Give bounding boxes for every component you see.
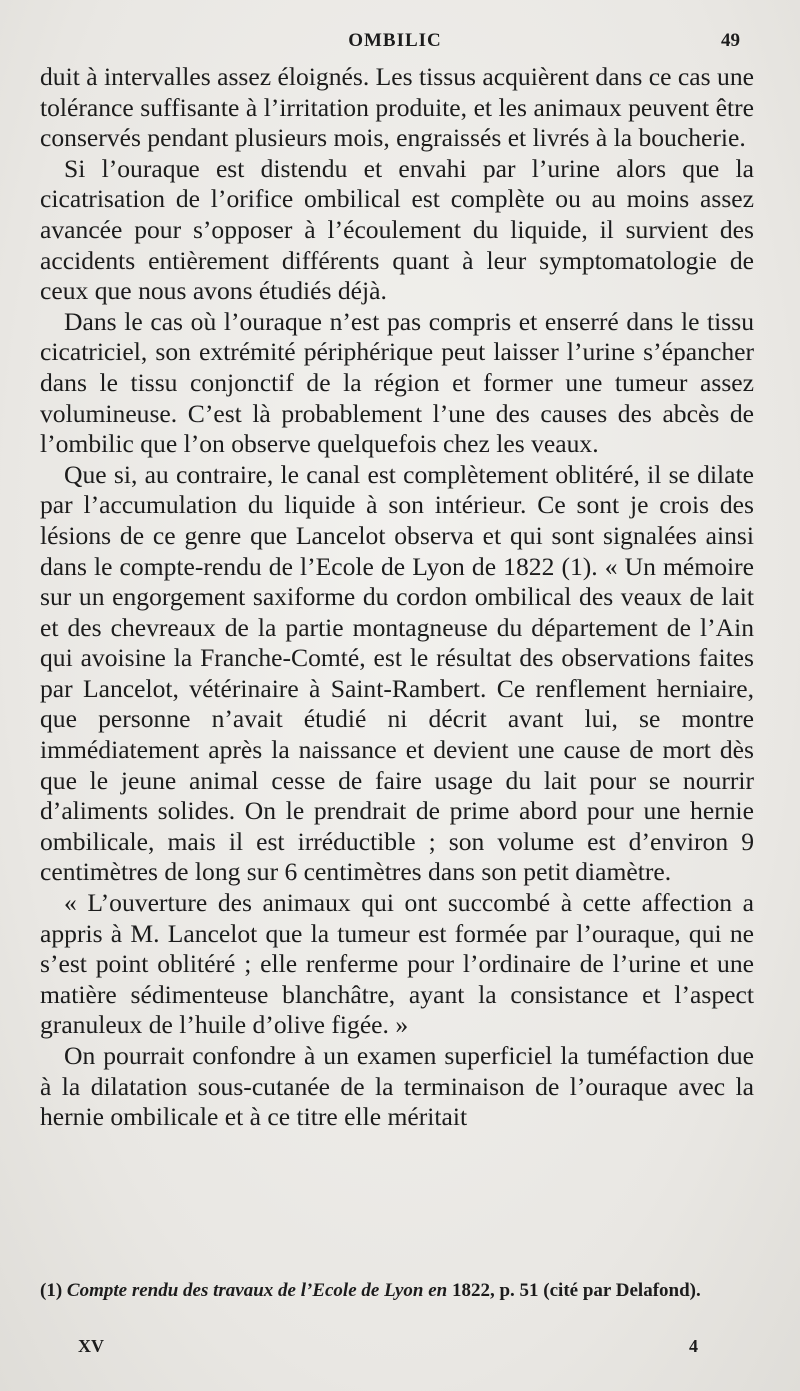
paragraph: « L’ouverture des animaux qui ont succombé à cette affection a appris à M. Lancelot que la tumeur est formée par l’ouraque, qui ne s’est point oblitéré ; elle renferme pour l’ordinaire de l’urine et une matière sédimenteuse blanchâtre, ayant la consistance et l’aspect granuleux de l’huile d’olive figée. » xyxy=(40,888,754,1040)
paragraph: duit à intervalles assez éloignés. Les tissus acquièrent dans ce cas une tolérance suffisante à l’irritation produite, et les animaux peuvent être conservés pendant plusieurs mois, engraissés et livrés à la boucherie. xyxy=(40,62,754,153)
footnote-citation: Compte rendu des travaux de l’Ecole de Lyon en xyxy=(66,1280,448,1301)
page-number: 49 xyxy=(721,30,740,51)
paragraph: Que si, au contraire, le canal est complètement oblitéré, il se dilate par l’accumulation du liquide à son intérieur. Ce sont je crois des lésions de ce genre que Lancelot observa et qui sont signalées ainsi dans le compte-rendu de l’Ecole de Lyon de 1822 (1). « Un mémoire sur un engorgement saxiforme du cordon ombilical des veaux de lait et des chevreaux de la partie montagneuse du département de l’Ain qui avoisine la Franche-Comté, est le résultat des observations faites par Lancelot, vétérinaire à Saint-Rambert. Ce renflement herniaire, que personne n’avait étudié ni décrit avant lui, se montre immédiatement après la naissance et devient une cause de mort dès que le jeune animal cesse de faire usage du lait pour se nourrir d’aliments solides. On le prendrait de prime abord pour une hernie ombilicale, mais il est irréductible ; son volume est d’environ 9 centimètres de long sur 6 centimètres dans son petit diamètre. xyxy=(40,459,754,887)
footnote xyxy=(40,1278,746,1303)
footnote-rest: 1822, p. 51 (cité par Delafond). xyxy=(451,1280,701,1301)
paragraph: Dans le cas où l’ouraque n’est pas compris et enserré dans le tissu cicatriciel, son extrémité périphérique peut laisser l’urine s’épancher dans le tissu conjonctif de la région et former une tumeur assez volumineuse. C’est là probablement l’une des causes des abcès de l’ombilic que l’on observe quelquefois chez les veaux. xyxy=(40,306,754,459)
paragraph: On pourrait confondre à un examen superficiel la tuméfaction due à la dilatation sous-cutanée de la terminaison de l’ouraque avec la hernie ombilicale et à ce titre elle méritait xyxy=(40,1041,754,1132)
footnote-marker: (1) xyxy=(40,1280,63,1301)
paragraph: Si l’ouraque est distendu et envahi par l’urine alors que la cicatrisation de l’orifice ombilical est complète ou au moins assez avancée pour s’opposer à l’écoulement du liquide, il survient des accidents entièrement différents quant à leur symptomatologie de ceux que nous avons étudiés déjà. xyxy=(40,153,754,306)
signature-mark: XV xyxy=(78,1336,104,1356)
body-text xyxy=(40,62,754,1133)
sheet-number: 4 xyxy=(689,1336,698,1356)
running-title: OMBILIC xyxy=(348,30,442,51)
running-header xyxy=(40,30,750,60)
